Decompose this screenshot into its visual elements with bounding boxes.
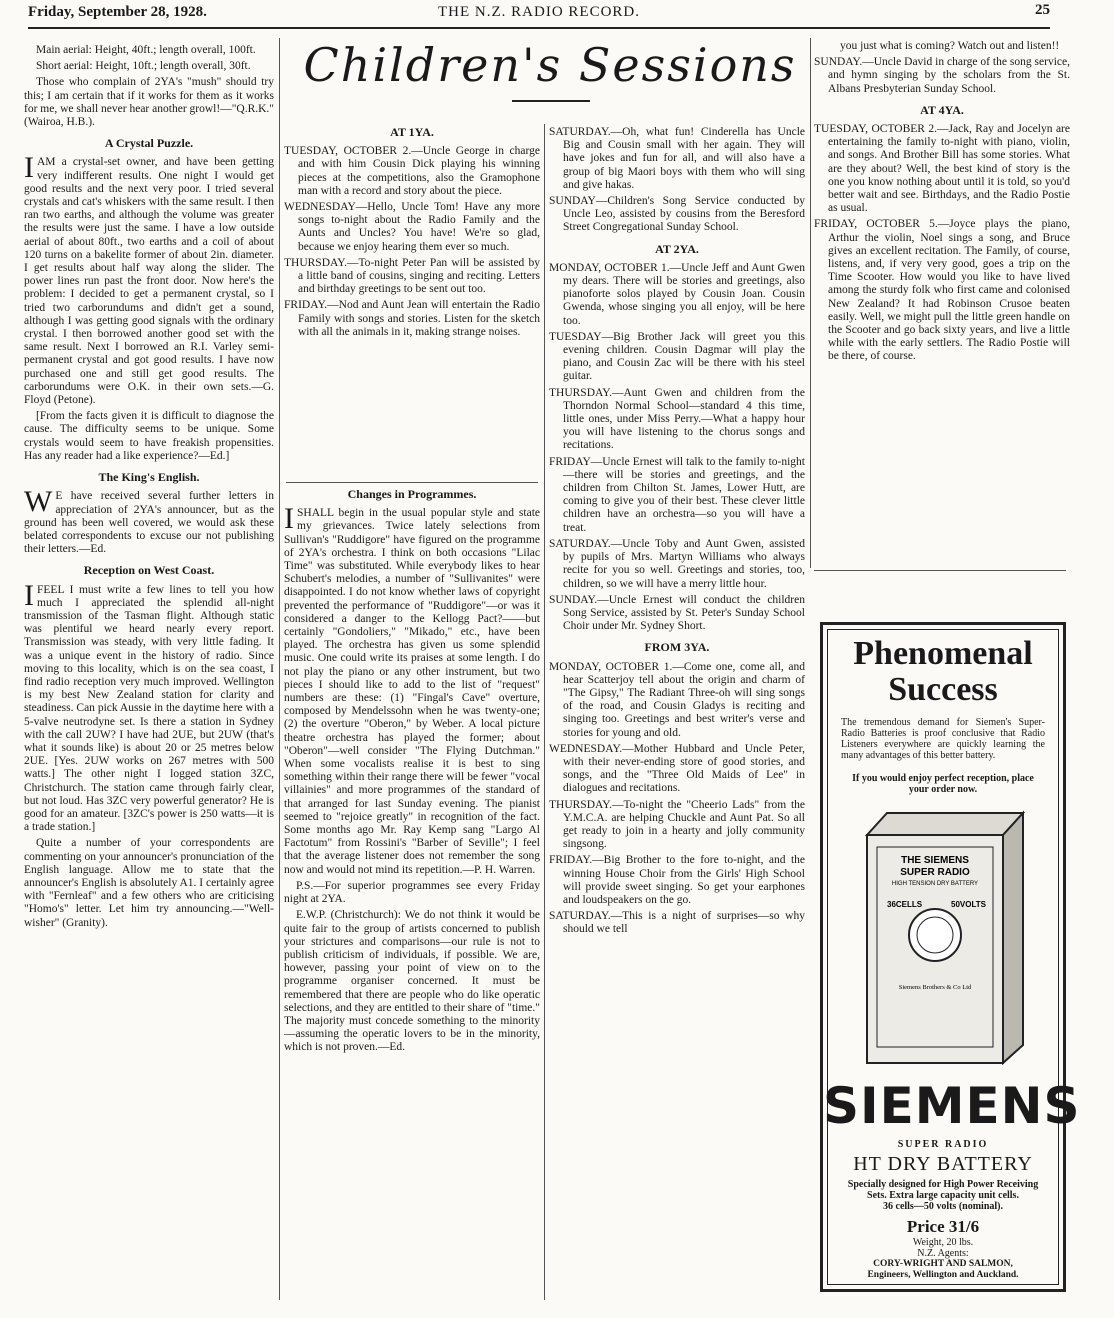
heading-3ya: FROM 3YA. bbox=[644, 640, 710, 655]
drop-cap: W bbox=[24, 485, 53, 519]
column-changes bbox=[284, 488, 540, 1308]
drop-cap: I bbox=[284, 502, 294, 536]
ad-blurb: The tremendous demand for Siemen's Super-Radio Batteries is proof conclusive that Radio Listeners everywhere are quickly learning the many advantages of this better battery. bbox=[841, 717, 1045, 761]
letter-west-coast bbox=[24, 578, 274, 835]
session-friday-3ya: FRIDAY.—Big Brother to the fore to-night, and the winning House Choir from the Girls' High School will provide sweet singing. So get your earphones and loudspeakers on the go. bbox=[549, 854, 805, 906]
letter-kings-english-text: E have received several further letters in appreciation of 2YA's announcer, but as the ground has been well covered, we would ask these belated correspondents to excuse our not publishing their letters.—Ed. bbox=[24, 490, 274, 556]
ad-call-to-action: If you would enjoy perfect reception, place your order now. bbox=[852, 773, 1034, 795]
ad-agents-label: N.Z. Agents: bbox=[917, 1248, 969, 1259]
session-friday: FRIDAY.—Nod and Aunt Jean will entertain the Radio Family with songs and stories. Listen for the sketch with all the animals in it, making strange noises. bbox=[284, 299, 540, 338]
session-sunday-1ya: SUNDAY—Children's Song Service conducted by Uncle Leo, assisted by cousins from the Beresford Street Congregational Sunday School. bbox=[549, 195, 805, 234]
ad-price: Price 31/6 bbox=[906, 1217, 980, 1236]
column-4ya bbox=[814, 40, 1070, 568]
column-divider bbox=[544, 124, 545, 1300]
session-tuesday-4ya: TUESDAY, OCTOBER 2.—Jack, Ray and Jocelyn are entertaining the family to-night with piano, violin, and songs. And Brother Bill has some stories. What are they about? Well, the best kind of story is the one you know nothing about until it is told, so you'd better wait and see. Birthdays, and the Radio Postie as usual. bbox=[814, 123, 1070, 215]
letter-crystal-text: AM a crystal-set owner, and have been getting very indifferent results. One night I would get good results and the next very poor. I tried several crystals and cat's whiskers with the same result. I then ran two earths, and although the volume was greater the results were just the same. I have a low outside aerial of about 80ft., two earths and a coil of about 120 turns on a bakelite former of about 2in. diameter. I get results about half way along the slider. The power lines run past the front door. Now here's the problem: I decided to get a permanent crystal, so I tried two carborundums and didn't get a sound, although I was getting good signals with the ordinary crystal. I then borrowed another good set with the same result. Next I borrowed an R.I. Varley semi-permanent crystal and got good results. I have now purchased one and still get good results. The carborundums were O.K. in their own sets.—G. Floyd (Petone). bbox=[24, 156, 274, 407]
session-sunday-3ya: SUNDAY.—Uncle David in charge of the song service, and hymn singing by the scholars from the St. Albans Presbyterian Sunday School. bbox=[814, 56, 1070, 95]
ad-agents bbox=[823, 1259, 1063, 1281]
ad-specifications bbox=[843, 1179, 1043, 1212]
editor-note-crystal: [From the facts given it is difficult to diagnose the cause. The difficulty seems to be unique. Some crystals would seem to have freakish propensities. Has any reader had a like experience?—Ed.] bbox=[24, 410, 274, 462]
battery-label-super: SUPER RADIO bbox=[900, 867, 970, 878]
letter-changes-text: SHALL begin in the usual popular style and state my grievances. Twice lately selections from Sullivan's "Ruddigore" have figured on the programme of 2YA's orchestra. I think on both occasions "Lilac Time" was substituted. While everybody likes to hear Schubert's melodies, a number of "Sullivanites" were disappointed. I do not know whether laws of copyright prevented the performance of "Ruddigore"—or was it considered a danger to the Kellogg Pact?——but certainly "Gondoliers," "Mikado," etc., have been played. The orchestra has given us some splendid music. One could write its praises at some length. I do not play the piano or any other instrument, but two pieces I should like to add to the list of "request" numbers are these: (1) "Fingal's Cave" overture, composed by Mendelssohn when he was twenty-one; (2) the overture "Oberon," by Weber. A local picture theatre orchestra has played the former; about "Oberon"—well consider "The Flying Dutchman." When some vocalists realise it is best to sing something within their range there will be fewer "vocal villainies" and more programmes of the standard of that arranged for last Sunday evening. The pianist seemed to "rejoice greatly" in recognition of the fact. Some months ago Mr. Ray Kemp sang "Largo Al Factotum" from Rossini's "Barber of Seville"; I feel that the average listener does not remember the song now and would not mind its repetition.—P. H. Warren. bbox=[284, 507, 540, 876]
session-tuesday-2ya: TUESDAY—Big Brother Jack will greet you this evening children. Cousin Dagmar will play the piano, and Cousin Zac will be there with his steel guitar. bbox=[549, 330, 805, 383]
drop-cap: I bbox=[24, 578, 34, 612]
session-wednesday: WEDNESDAY—Hello, Uncle Tom! Have any more songs to-night about the Radio Family and the Aunts and Uncles? You have! We're so glad, because we enjoy hearing them ever so much. bbox=[284, 201, 540, 253]
letter-crystal bbox=[24, 151, 274, 407]
letter-changes bbox=[284, 502, 540, 877]
session-saturday-1ya: SATURDAY.—Oh, what fun! Cinderella has Uncle Big and Cousin small with her again. They will have jokes and fun for all, and will also have a group of big Maori boys with them who will sing and give hakas. bbox=[549, 126, 805, 191]
session-saturday-3ya: SATURDAY.—This is a night of surprises—so why should we tell bbox=[549, 910, 805, 936]
editor-reply: E.W.P. (Christchurch): We do not think it would be quite fair to the group of artists concerned to publish your strictures and comparisons—our rule is not to publish criticism of individuals, if possible. We are, however, passing your point of view on to the programme organiser concerned. It must be remembered that there are people who do like operatic selections, and they are entitled to their share of "time." The majority must concede something to the minority—assuming the operatic lovers to be in the minority, which is not proven.—Ed. bbox=[284, 909, 540, 1054]
column-letters bbox=[24, 44, 274, 1308]
ad-brand-logo: SIEMENS bbox=[823, 1077, 1081, 1135]
heading-west-coast: Reception on West Coast. bbox=[83, 563, 215, 578]
heading-kings-english: The King's English. bbox=[98, 470, 200, 485]
battery-label-brand: THE SIEMENS bbox=[901, 855, 969, 866]
heading-2ya: AT 2YA. bbox=[655, 241, 699, 256]
page-number: 25 bbox=[1035, 2, 1050, 18]
section-divider bbox=[814, 570, 1066, 571]
ad-headline: Phenomenal bbox=[853, 635, 1033, 672]
heading-crystal-puzzle: A Crystal Puzzle. bbox=[104, 136, 194, 151]
ad-spec-cells: 36 cells—50 volts (nominal). bbox=[883, 1201, 1003, 1212]
battery-maker: Siemens Brothers & Co Ltd bbox=[898, 984, 972, 991]
battery-side bbox=[1003, 813, 1023, 1063]
column-1ya bbox=[284, 124, 540, 480]
ad-spec-line: Specially designed for High Power Receiving Sets. Extra large capacity unit cells. bbox=[847, 1179, 1039, 1201]
heading-1ya: AT 1YA. bbox=[390, 125, 434, 139]
ad-weight bbox=[823, 1237, 1063, 1259]
drop-cap: I bbox=[24, 151, 34, 185]
siemens-advertisement bbox=[820, 622, 1081, 1292]
issue-date: Friday, September 28, 1928. bbox=[28, 4, 207, 20]
session-monday-2ya: MONDAY, OCTOBER 1.—Uncle Jeff and Aunt Gwen my dears. There will be stories and greetings, also pianoforte solos played by Cousin Joan. Cousin Gwenda, whose singing you all enjoy, will be here too. bbox=[549, 261, 805, 327]
battery-cells: 36CELLS bbox=[887, 900, 923, 909]
column-divider bbox=[279, 38, 280, 1300]
letter-mush: Those who complain of 2YA's "mush" should try this; I am certain that if it works for them as it works for me, we shall never hear another growl!—"Q.R.K." (Wairoa, H.B.). bbox=[24, 76, 274, 129]
letter-kings-english bbox=[24, 485, 274, 556]
aerial-main: Main aerial: Height, 40ft.; length overall, 100ft. bbox=[36, 44, 256, 56]
letter-west-coast-text: FEEL I must write a few lines to tell you how much I appreciated the splendid all-night transmission of the Tasman flight. Although static was plentiful we heard nearly every report. Transmission was steady, with very little fading. It was a unique event in the history of radio. Since moving to this locality, which is on the sea coast, I find radio reception very much improved. Wellington is my best New Zealand station for clarity and steadiness. Can pick Aussie in the daytime here with a 5-valve neutrodyne set. Is there a station in Sydney with the call 2UW? I have had 2UE, but 2UW (that's what it sounds like) is about 20 or 25 metres below 2UE. [Yes. 2UW works on 267 metres with 500 watts.] The other night I logged station 3ZC, Christchurch. The station came through fairly clear, but not loud. Has 3ZC very powerful generator? He is good for an amateur. [3ZC's power is 250 watts—it is a trade station.] bbox=[24, 583, 274, 834]
letter-announcer: Quite a number of your correspondents are commenting on your announcer's pronunciation of the English language. Allow me to state that the announcer's English is absolutely A1. I certainly agree with "Fernleaf" and a few others who are criticising "Homo's" letter. Let him try announcing.—"Well-wisher" (Granity). bbox=[24, 837, 274, 929]
session-friday-2ya: FRIDAY—Uncle Ernest will talk to the family to-night—there will be stories and greetings, and the children from Chilton St. James, Lower Hutt, are coming to give you of their best. These clever little children have an orchestra—so you will have a treat. bbox=[549, 455, 805, 534]
column-2ya-3ya bbox=[549, 126, 805, 1308]
section-divider bbox=[286, 482, 538, 483]
ad-agents-name: CORY-WRIGHT AND SALMON, bbox=[873, 1259, 1013, 1269]
ad-agents-location: Engineers, Wellington and Auckland. bbox=[867, 1270, 1019, 1280]
heading-changes: Changes in Programmes. bbox=[347, 488, 477, 501]
header-rule bbox=[28, 27, 1050, 29]
battery-label-type: HIGH TENSION DRY BATTERY bbox=[891, 881, 979, 887]
title-rule bbox=[512, 100, 590, 102]
session-monday-3ya: MONDAY, OCTOBER 1.—Come one, come all, and hear Scatterjoy tell about the origin and charm of "The Gipsy," The Radiant Three-oh will sing songs of the road, and Cousin Gladys is reciting and singing too. Greetings and best writer's verse and stories for young and old. bbox=[549, 660, 805, 739]
ad-weight-value: Weight, 20 lbs. bbox=[912, 1237, 974, 1248]
letter-ps: P.S.—For superior programmes see every Friday night at 2YA. bbox=[284, 879, 540, 906]
session-saturday-2ya: SATURDAY.—Uncle Toby and Aunt Gwen, assisted by pupils of Mrs. Martyn Williams who always recite for you so well. Greetings and stories, too, children, so we will have a merry little hour. bbox=[549, 537, 805, 590]
section-title: Children's Sessions bbox=[303, 38, 797, 92]
heading-4ya: AT 4YA. bbox=[920, 102, 964, 117]
publication-title: THE N.Z. RADIO RECORD. bbox=[438, 4, 640, 20]
ad-super-radio: SUPER RADIO bbox=[897, 1139, 989, 1150]
session-thursday-2ya: THURSDAY.—Aunt Gwen and children from the Thorndon Normal School—standard 4 this time, little ones, under Miss Perry.—What a happy hour you will have listening to the chorus songs and recitations. bbox=[549, 386, 805, 452]
session-wednesday-3ya: WEDNESDAY.—Mother Hubbard and Uncle Peter, with their never-ending store of good stories, and songs, and the "Three Old Maids of Lee" in dialogues and recitations. bbox=[549, 742, 805, 795]
session-friday-4ya: FRIDAY, OCTOBER 5.—Joyce plays the piano, Arthur the violin, Noel sings a song, and Bruce gives an excellent recitation. The Family, of course, listens, and, if very very good, goes a trip on the Time Scooter. How would you like to have lived among the sturdy folk who first came and colonised New Zealand? It had Robinson Crusoe beaten easily. Well, we might pull the little green handle on the Scooter and go back sixty years, and live a little while with the early settlers. The Radio Postie will be there, of course. bbox=[814, 218, 1070, 363]
page-header bbox=[28, 4, 1050, 24]
ad-headline-2: Success bbox=[888, 671, 998, 708]
aerial-short: Short aerial: Height, 10ft.; length overall, 30ft. bbox=[36, 60, 251, 73]
session-tuesday: TUESDAY, OCTOBER 2.—Uncle George in charge and with him Cousin Dick playing his winning pieces at the competitions, also the Gramophone man with a record and story about the piece. bbox=[284, 145, 540, 197]
ad-product-name: HT DRY BATTERY bbox=[853, 1153, 1033, 1175]
session-thursday: THURSDAY.—To-night Peter Pan will be assisted by a little band of cousins, singing and reciting. Letters and birthday greetings to be sent out too. bbox=[284, 256, 540, 296]
session-sunday-2ya: SUNDAY.—Uncle Ernest will conduct the children Song Service, assisted by St. Peter's Sunday School Choir under Mr. Sydney Short. bbox=[549, 593, 805, 633]
battery-top bbox=[867, 813, 1023, 835]
battery-illustration bbox=[847, 805, 1037, 1067]
session-continued: you just what is coming? Watch out and listen!! bbox=[840, 40, 1060, 52]
battery-volts: 50VOLTS bbox=[951, 900, 986, 909]
session-thursday-3ya: THURSDAY.—To-night the "Cheerio Lads" from the Y.M.C.A. are helping Chuckle and Aunt Pat. So all get ready to join in a hearty and jolly community singsong. bbox=[549, 798, 805, 851]
column-divider bbox=[810, 38, 811, 568]
